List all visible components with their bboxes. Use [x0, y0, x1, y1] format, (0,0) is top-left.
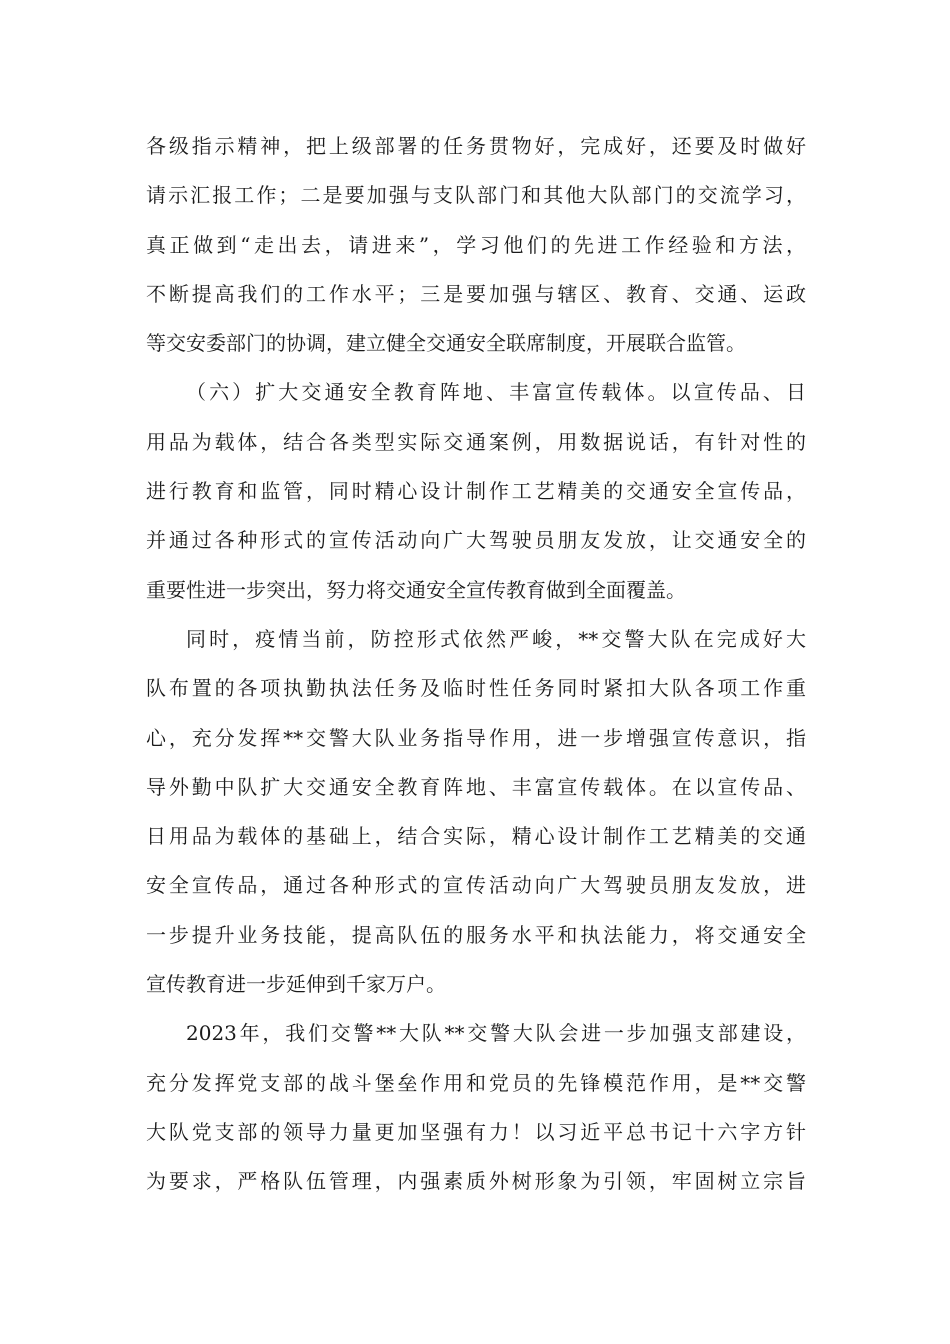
text-line: 请示汇报工作；二是要加强与支队部门和其他大队部门的交流学习， — [146, 183, 806, 208]
text-line: 各级指示精神，把上级部署的任务贯物好，完成好，还要及时做好 — [146, 134, 806, 158]
paragraph-start-line: 2023年，我们交警**大队**交警大队会进一步加强支部建设， — [186, 1021, 806, 1046]
text-line: 并通过各种形式的宣传活动向广大驾驶员朋友发放，让交通安全的 — [146, 528, 806, 553]
text-line: 等交安委部门的协调，建立健全交通安全联席制度，开展联合监管。 — [146, 331, 746, 356]
text-line: 导外勤中队扩大交通安全教育阵地、丰富宣传载体。在以宣传品、 — [146, 774, 806, 799]
text-line: 重要性进一步突出，努力将交通安全宣传教育做到全面覆盖。 — [146, 577, 686, 602]
text-line: 日用品为载体的基础上，结合实际，精心设计制作工艺精美的交通 — [146, 824, 806, 849]
text-line: 大队党支部的领导力量更加坚强有力！以习近平总书记十六字方针 — [146, 1119, 806, 1144]
text-line: 宣传教育进一步延伸到千家万户。 — [146, 972, 446, 997]
text-line: 安全宣传品，通过各种形式的宣传活动向广大驾驶员朋友发放，进 — [146, 873, 806, 898]
text-line: 队布置的各项执勤执法任务及临时性任务同时紧扣大队各项工作重 — [146, 676, 806, 701]
text-line: 用品为载体，结合各类型实际交通案例，用数据说话，有针对性的 — [146, 429, 806, 454]
text-line: 真正做到“走出去，请进来”，学习他们的先进工作经验和方法， — [146, 232, 806, 257]
section-heading-line: （六）扩大交通安全教育阵地、丰富宣传载体。以宣传品、日 — [186, 380, 806, 405]
text-line: 心，充分发挥**交警大队业务指导作用，进一步增强宣传意识，指 — [146, 725, 806, 750]
text-line: 进行教育和监管，同时精心设计制作工艺精美的交通安全宣传品， — [146, 479, 806, 504]
text-line: 不断提高我们的工作水平；三是要加强与辖区、教育、交通、运政 — [146, 281, 806, 306]
text-line: 一步提升业务技能，提高队伍的服务水平和执法能力，将交通安全 — [146, 922, 806, 947]
text-line: 为要求，严格队伍管理，内强素质外树形象为引领，牢固树立宗旨 — [146, 1169, 806, 1194]
paragraph-start-line: 同时，疫情当前，防控形式依然严峻，**交警大队在完成好大 — [186, 626, 806, 651]
document-body — [146, 122, 806, 1207]
text-line: 充分发挥党支部的战斗堡垒作用和党员的先锋模范作用，是**交警 — [146, 1070, 806, 1095]
